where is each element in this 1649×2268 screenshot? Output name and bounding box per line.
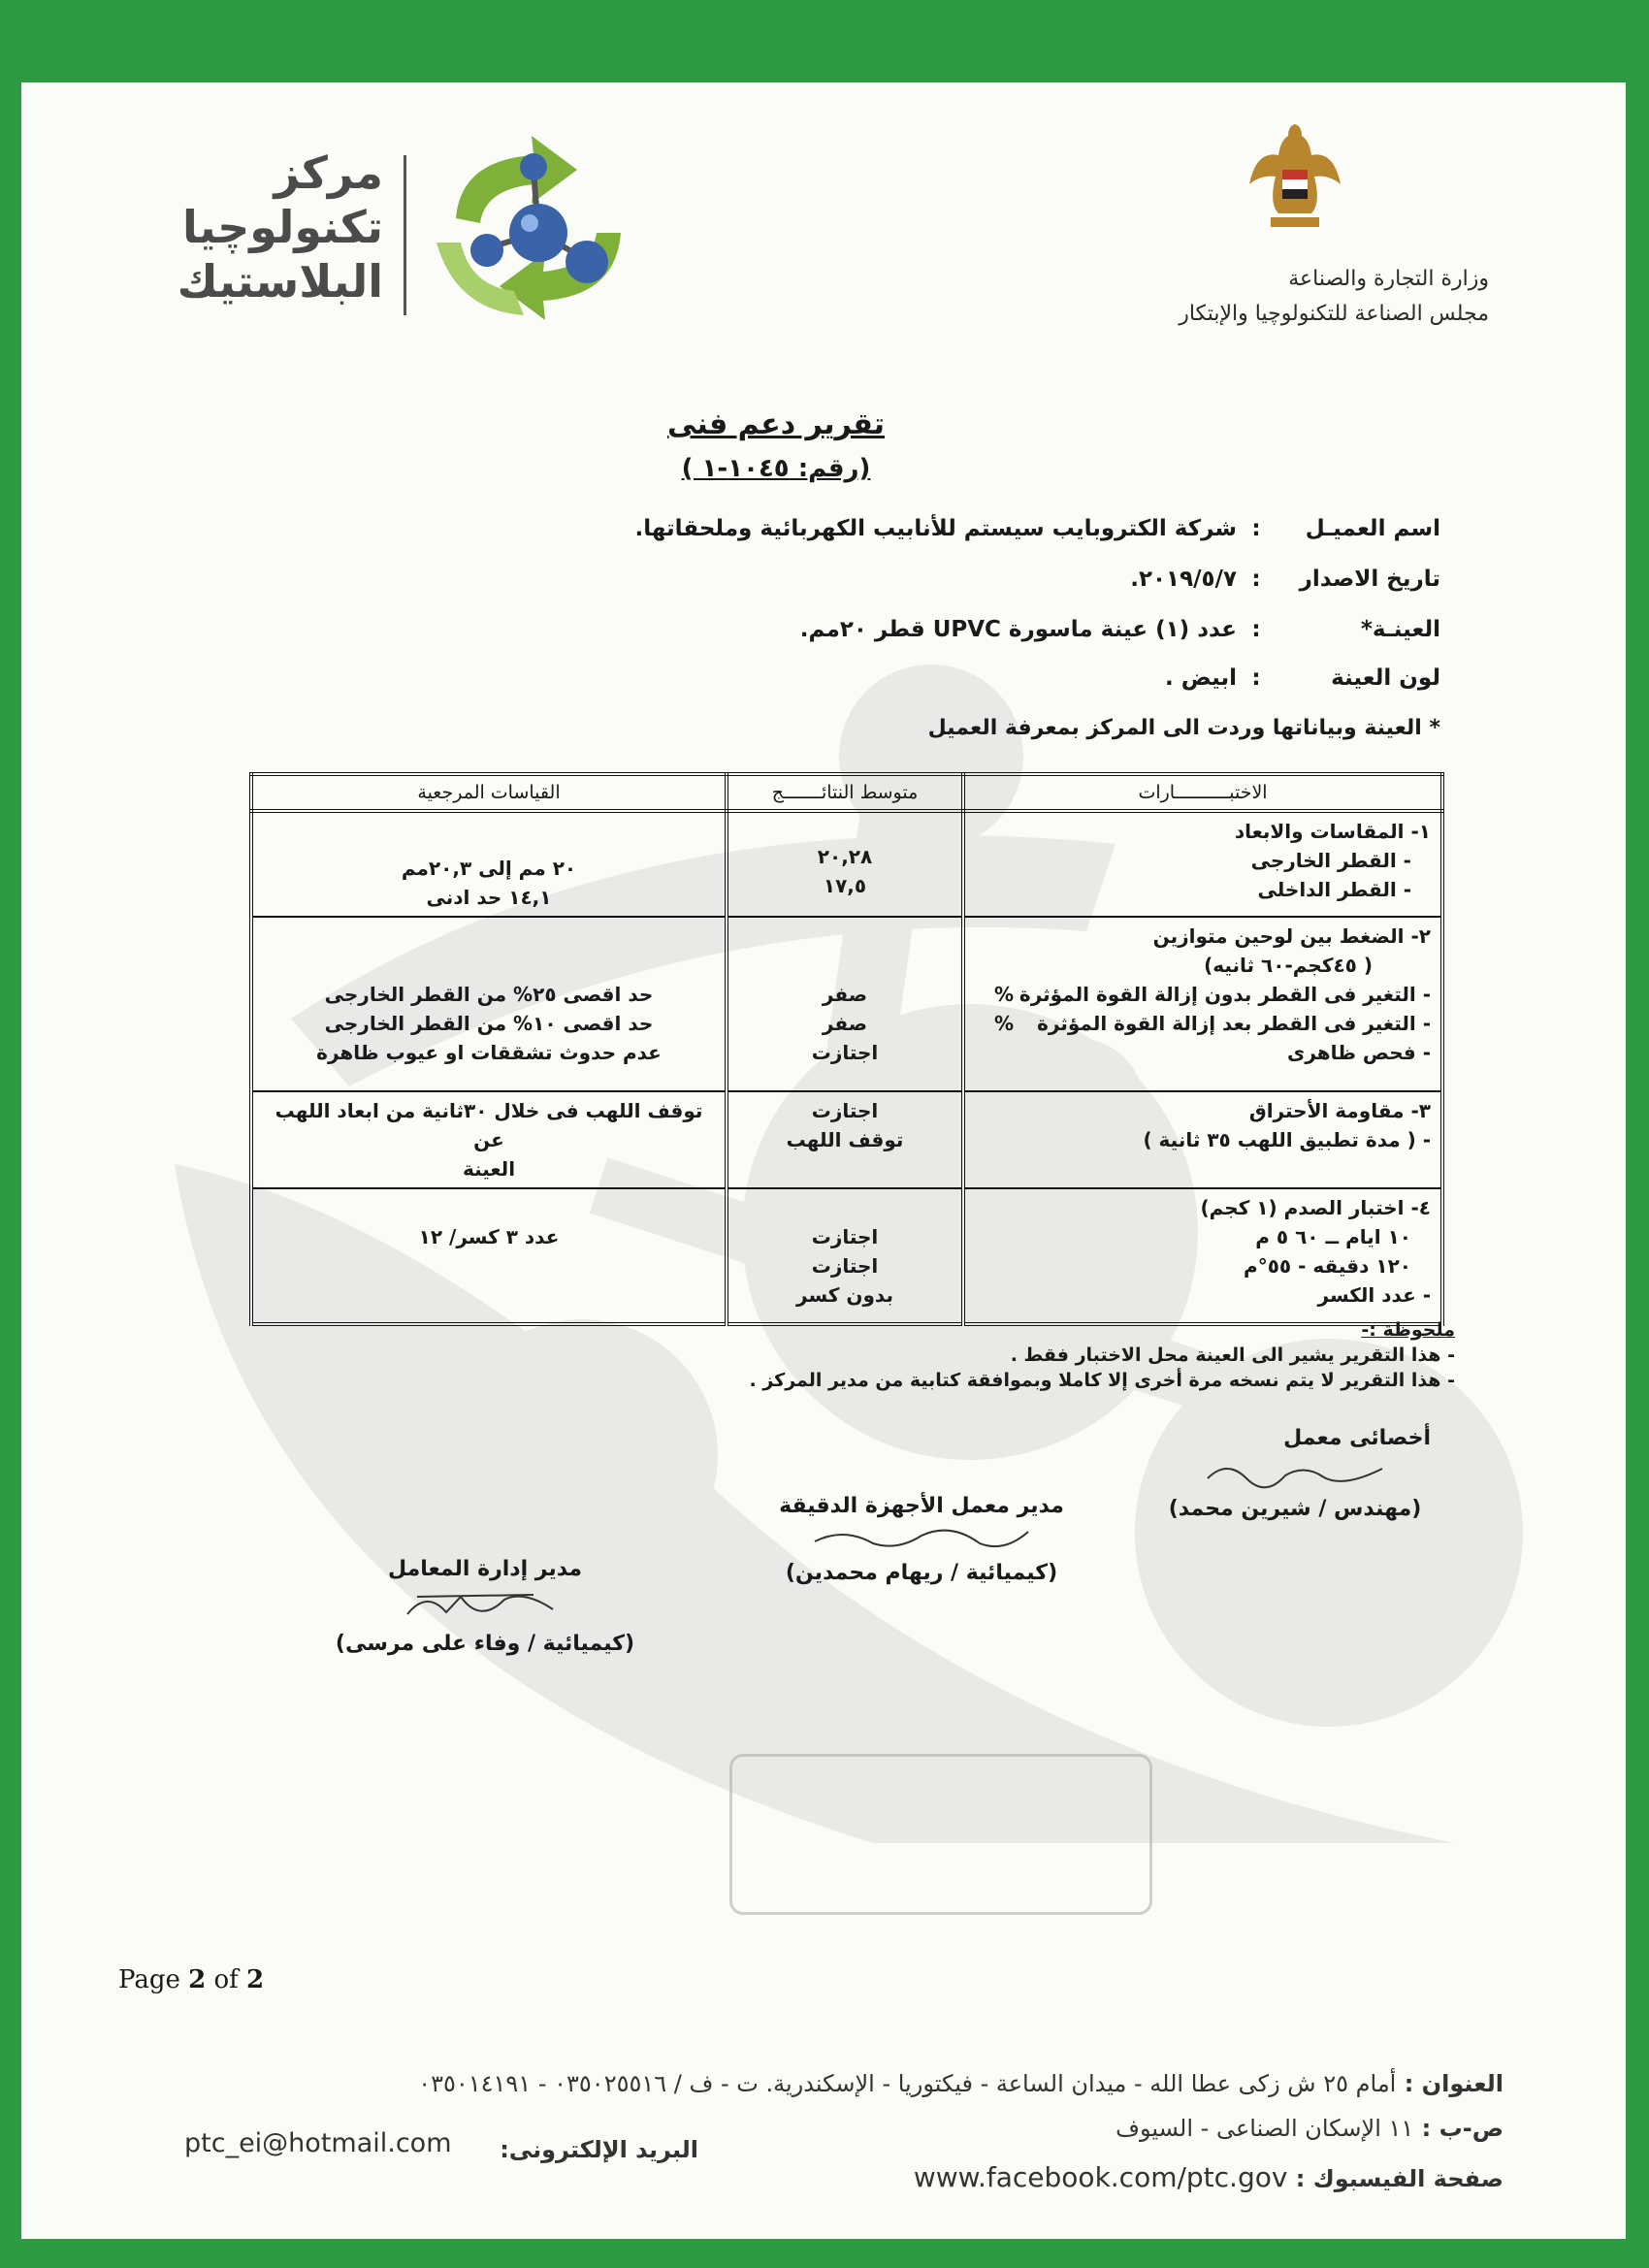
- report-title: تقرير دعم فنى: [667, 407, 885, 441]
- test-cell: ٤- اختبار الصدم (١ كجم) ١٠ ايام ــ ٦٠ ٥ م ١٢٠ دقيقه - ٥٥°م - عدد الكسر: [963, 1188, 1442, 1324]
- header-tests: الاختبــــــــــارات: [963, 774, 1442, 811]
- bottom-green-band: [0, 2239, 1649, 2268]
- footer-address: العنوان : أمام ٢٥ ش زكى عطا الله - ميدان الساعة - فيكتوريا - الإسكندرية. ت - ف / ٠٣٥٠٢٥٥١٦ - ٠٣٥٠١٤١٩١: [418, 2070, 1504, 2097]
- signature-lab-specialist: أخصائى معمل (مهندس / شيرين محمد): [1168, 1426, 1431, 1521]
- logo-divider: [404, 155, 406, 315]
- result-cell: ٢٠,٢٨ ١٧,٥: [727, 811, 963, 917]
- header-reference: القياسات المرجعية: [251, 774, 727, 811]
- reference-cell: عدد ٣ كسر/ ١٢: [251, 1188, 727, 1324]
- sample-note: * العينة وبياناتها وردت الى المركز بمعرفة العميل: [927, 716, 1440, 740]
- info-row-client: اسم العميـل : شركة الكتروبايب سيستم للأنابيب الكهربائية وملحقاتها.: [634, 516, 1440, 541]
- handwritten-signature: [388, 1585, 582, 1628]
- table-row: [251, 917, 1442, 1091]
- table-row: [251, 811, 1442, 917]
- reference-cell: ٢٠ مم إلى ٢٠,٣مم ١٤,١ حد ادنى: [251, 811, 727, 917]
- reference-cell: حد اقصى ٢٥% من القطر الخارجى حد اقصى ١٠% من القطر الخارجى عدم حدوث تشققات او عيوب ظاهرة: [251, 917, 727, 1091]
- egypt-eagle-emblem-icon: [1242, 116, 1348, 243]
- table-row: [251, 1188, 1442, 1324]
- header-results: متوسط النتائـــــــج: [727, 774, 963, 811]
- ministry-header: [1179, 262, 1489, 332]
- info-row-sample: العينـة* : عدد (١) عينة ماسورة UPVC قطر ٢٠مم.: [799, 617, 1440, 642]
- result-cell: صفر صفر اجتازت: [727, 917, 963, 1091]
- footer-facebook: صفحة الفيسبوك : www.facebook.com/ptc.gov: [913, 2161, 1504, 2193]
- notes-section: [750, 1317, 1455, 1393]
- note-item: - هذا التقرير لا يتم نسخه مرة أخرى إلا كاملا وبموافقة كتابية من مدير المركز .: [749, 1370, 1455, 1391]
- faded-office-stamp: [729, 1754, 1152, 1915]
- test-results-table: [249, 772, 1444, 1326]
- handwritten-signature: [805, 1522, 1038, 1557]
- notes-heading: ملحوظة :-: [1361, 1319, 1455, 1341]
- page-number: Page 2 of 2: [118, 1965, 265, 1994]
- info-row-color: لون العينة : ابيض .: [1164, 665, 1440, 691]
- signature-labs-director: مدير إدارة المعامل (كيميائية / وفاء على مرسى): [335, 1557, 635, 1656]
- info-row-date: تاريخ الاصدار : ٢٠١٩/٥/٧.: [1130, 567, 1440, 592]
- note-item: - هذا التقرير يشير الى العينة محل الاختبار فقط .: [1010, 1345, 1455, 1366]
- test-cell: ١- المقاسات والابعاد - القطر الخارجى - القطر الداخلى: [963, 811, 1442, 917]
- left-green-edge: [0, 0, 21, 2268]
- ministry-name: وزارة التجارة والصناعة: [1288, 267, 1489, 291]
- footer-email-label: البريد الإلكترونى:: [500, 2136, 698, 2163]
- plastics-center-logo-icon: [417, 126, 660, 330]
- reference-cell: توقف اللهب فى خلال ٣٠ثانية من ابعاد اللهب عن العينة: [251, 1091, 727, 1188]
- result-cell: اجتازت اجتازت بدون كسر: [727, 1188, 963, 1324]
- signature-precision-lab-manager: مدير معمل الأجهزة الدقيقة (كيميائية / ريهام محمدين): [779, 1494, 1064, 1585]
- council-name: مجلس الصناعة للتكنولوچيا والإبتكار: [1179, 302, 1489, 326]
- test-cell: ٣- مقاومة الأحتراق - ( مدة تطبيق اللهب ٣٥ ثانية ): [963, 1091, 1442, 1188]
- plastics-center-name: مركز تكنولوچيا البلاستيك: [177, 146, 383, 308]
- footer-po-box: ص-ب : ١١ الإسكان الصناعى - السيوف: [1116, 2115, 1504, 2142]
- table-header-row: [251, 774, 1442, 811]
- footer-email[interactable]: ptc_ei@hotmail.com: [184, 2128, 452, 2158]
- result-cell: اجتازت توقف اللهب: [727, 1091, 963, 1188]
- top-green-band: [0, 0, 1649, 82]
- table-row: [251, 1091, 1442, 1188]
- test-cell: ٢- الضغط بين لوحين متوازين ( ٤٥كجم-٦٠ ثانيه) - التغير فى القطر بدون إزالة القوة المؤثرة % - التغير فى القطر بعد إزالة القوة المؤثرة % - فحص ظاهرى: [963, 917, 1442, 1091]
- right-green-edge: [1626, 0, 1649, 2268]
- handwritten-signature: [1198, 1454, 1392, 1493]
- report-number: (رقم: ١٠٤٥-١ ): [681, 454, 871, 483]
